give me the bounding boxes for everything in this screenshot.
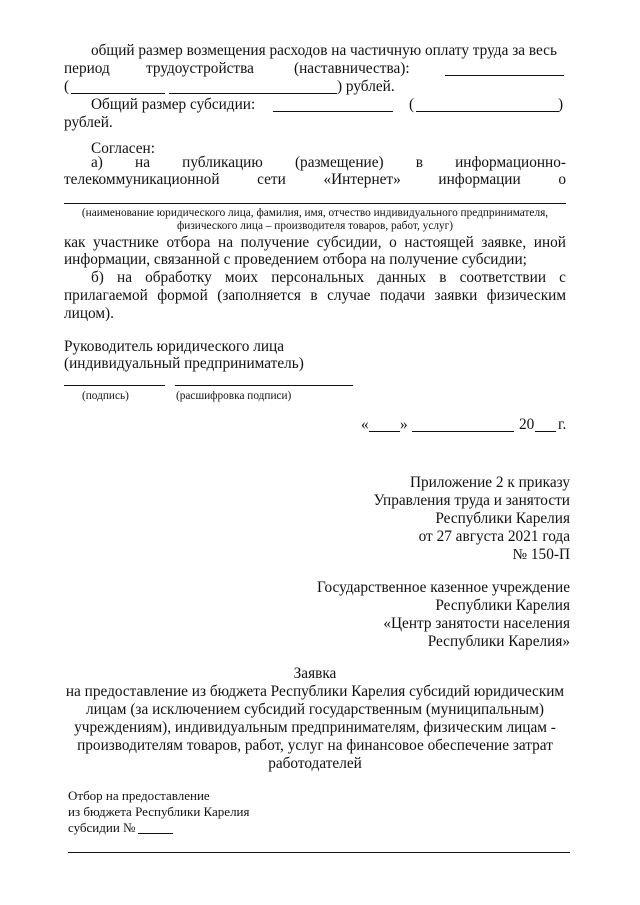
consent-a-word: сети (257, 171, 286, 188)
date-quote-close: » (400, 416, 408, 433)
consent-a-line-1 (91, 154, 566, 172)
consent-a-word: а) (91, 154, 103, 171)
word: обработку (145, 269, 212, 286)
date-month-blank[interactable] (412, 431, 514, 432)
rubles-close: ) рублей. (337, 78, 395, 95)
consent-a-word: в (415, 154, 423, 171)
word-period: период (64, 60, 110, 77)
word: моих (224, 269, 259, 286)
word-employment: трудоустройства (146, 60, 254, 77)
word: случае (327, 287, 371, 304)
reimbursement-line-1: общий размер возмещения расходов на частичную оплату труда за весь (91, 42, 557, 59)
word: получение (240, 234, 310, 251)
word: с (559, 269, 566, 286)
bottom-rule[interactable] (68, 852, 570, 853)
appendix-line: Приложение 2 к приказу (409, 474, 570, 491)
date-year-suffix: г. (558, 416, 567, 433)
appendix-line: Республики Карелия (435, 510, 570, 527)
consent-a-word: (размещение) (294, 154, 384, 171)
date-year-blank[interactable] (535, 431, 556, 432)
word: заявке, (481, 234, 527, 251)
selection-line-1: Отбор на предоставление (68, 788, 210, 803)
date-quote-open: « (361, 416, 369, 433)
signer-title-2: (индивидуальный предприниматель) (64, 355, 304, 372)
word: в (310, 287, 318, 304)
subsidy-total-blank[interactable] (273, 111, 393, 112)
date-year-prefix: 20 (519, 416, 535, 433)
word: на (218, 234, 234, 251)
consent-b-line-1 (91, 269, 566, 287)
subsidy-words-blank[interactable] (416, 111, 559, 112)
word: заявки (434, 287, 478, 304)
consent-a-word: телекоммуникационной (64, 171, 220, 188)
organization-caption-2: физического лица – производителя товаров, работ, услуг) (176, 220, 454, 232)
signature-decode-blank[interactable] (175, 385, 353, 386)
consent-a-word: информации (438, 171, 521, 188)
subsidy-total-label: Общий размер субсидии: (91, 96, 256, 113)
word: прилагаемой (64, 287, 148, 304)
date-line (361, 416, 571, 434)
consent-a-word: информационно- (455, 154, 566, 171)
reimbursement-line-3 (64, 78, 404, 96)
consent-a-word: публикацию (182, 154, 263, 171)
signature-blank[interactable] (64, 385, 165, 386)
addressee-line: Республики Карелия (435, 597, 570, 614)
subsidy-number-blank[interactable] (138, 833, 173, 834)
signer-title-1: Руководитель юридического лица (64, 338, 285, 355)
reimbursement-line-2 (64, 60, 564, 78)
addressee-line: «Центр занятости населения (383, 615, 570, 632)
appendix-line: № 150-П (512, 546, 570, 563)
word: подачи (379, 287, 426, 304)
word: в (439, 269, 447, 286)
subsidy-total-line (91, 96, 566, 114)
paren-open: ( (64, 78, 70, 95)
amount-words-blank-1b[interactable] (169, 93, 337, 94)
consent-a-word: на (135, 154, 151, 171)
date-day-blank[interactable] (369, 431, 400, 432)
word: субсидии, (316, 234, 382, 251)
word: как (64, 234, 86, 251)
word: иной (533, 234, 566, 251)
word: физическим (486, 287, 566, 304)
application-line: производителям товаров, работ, услуг на финансовое обеспечение затрат (77, 737, 553, 754)
signature-caption: (подпись) (82, 390, 129, 402)
selection-line-3 (68, 820, 188, 836)
application-title: Заявка (293, 665, 337, 682)
amount-words-blank-1a[interactable] (71, 93, 165, 94)
word: данных (377, 269, 427, 286)
word: настоящей (404, 234, 474, 251)
word: о (389, 234, 397, 251)
appendix-block (270, 474, 570, 564)
word: соответствии (459, 269, 547, 286)
addressee-line: Республики Карелия» (427, 633, 570, 650)
selection-line-2: из бюджета Республики Карелия (68, 804, 250, 819)
application-line: на предоставление из бюджета Республики Карелия субсидий юридическим (65, 683, 565, 700)
consent-b-line-2 (64, 287, 566, 305)
application-line: работодателей (268, 755, 362, 772)
addressee-block (270, 579, 570, 651)
word: участнике (93, 234, 159, 251)
paren-open-2: ( (409, 96, 415, 113)
word: б) (91, 269, 104, 286)
application-description (60, 683, 570, 773)
appendix-line: от 27 августа 2021 года (418, 528, 570, 545)
organization-name-blank[interactable] (64, 203, 566, 204)
paren-close-2: ) (558, 96, 564, 113)
application-line: лицам (за исключением субсидий государственным (муниципальным) (86, 701, 544, 718)
consent-heading: Согласен: (91, 140, 155, 157)
consent-a-word: «Интернет» (323, 171, 401, 188)
addressee-line: Государственное казенное учреждение (317, 579, 570, 596)
word: отбора (166, 234, 211, 251)
word: персональных (271, 269, 365, 286)
application-line: учреждениям), индивидуальным предпринимателям, физическим лицам - (74, 719, 556, 736)
word: на (117, 269, 132, 286)
word-mentoring: (наставничества): (294, 60, 410, 77)
amount-blank-1[interactable] (445, 75, 564, 76)
subsidy-number-label: субсидии № (68, 820, 136, 835)
organization-caption-1: (наименование юридического лица, фамилия, имя, отчество индивидуального предпринимателя, (81, 207, 549, 219)
rubles-word: рублей. (64, 114, 113, 131)
consent-line-3 (64, 234, 566, 252)
word: (заполняется (217, 287, 301, 304)
appendix-line: Управления труда и занятости (373, 492, 570, 509)
consent-b-line-3: лицом). (64, 305, 114, 322)
consent-line-4: информации, связанной с проведением отбора на получение субсидии; (64, 251, 527, 268)
word: формой (157, 287, 208, 304)
signature-decode-caption: (расшифровка подписи) (176, 390, 292, 402)
consent-a-line-2 (64, 171, 566, 189)
consent-a-word: о (558, 171, 566, 188)
